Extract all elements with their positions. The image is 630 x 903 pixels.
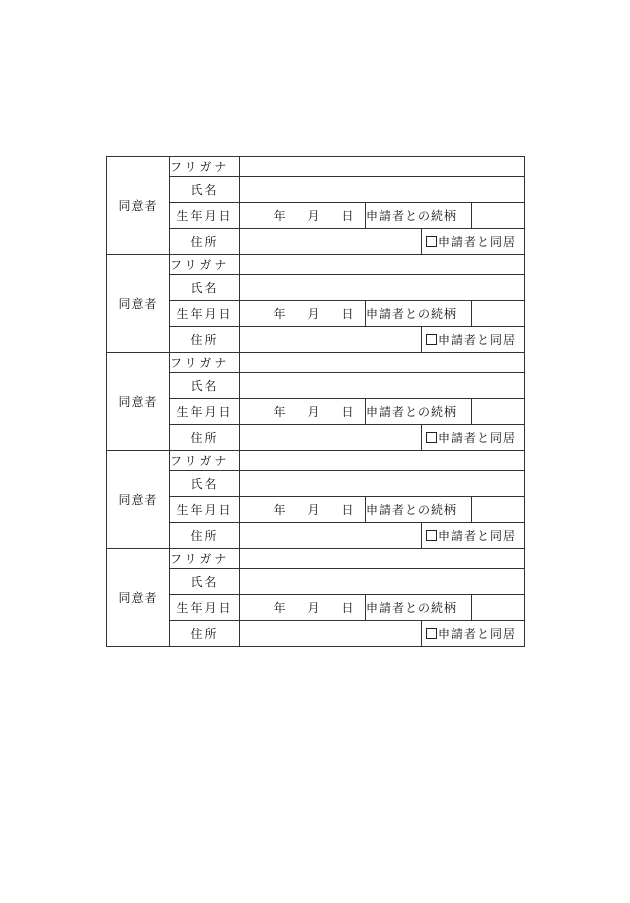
address-field[interactable] xyxy=(240,425,525,451)
consent-form-table xyxy=(106,156,525,647)
cohabit-checkbox[interactable] xyxy=(421,229,524,254)
birth-date-field[interactable] xyxy=(240,399,366,425)
kana-field[interactable] xyxy=(240,549,525,569)
birth-date-field[interactable] xyxy=(240,497,366,523)
year-label: 年 xyxy=(273,601,286,615)
relation-field[interactable] xyxy=(472,301,525,327)
name-row xyxy=(107,569,525,595)
name-row xyxy=(107,177,525,203)
birth-row xyxy=(107,595,525,621)
group-label: 同意者 xyxy=(107,549,170,647)
day-label: 日 xyxy=(341,601,354,615)
address-input-area[interactable] xyxy=(240,621,421,646)
group-label: 同意者 xyxy=(107,157,170,255)
kana-field[interactable] xyxy=(240,255,525,275)
kana-label: フリガナ xyxy=(170,549,240,569)
cohabit-label: 申請者と同居 xyxy=(438,333,517,347)
kana-row xyxy=(107,549,525,569)
address-field[interactable] xyxy=(240,523,525,549)
year-label: 年 xyxy=(273,209,286,223)
month-label: 月 xyxy=(307,601,320,615)
relation-label: 申請者との続柄 xyxy=(366,301,472,327)
day-label: 日 xyxy=(341,503,354,517)
name-field[interactable] xyxy=(240,177,525,203)
name-label: 氏名 xyxy=(170,569,240,595)
kana-field[interactable] xyxy=(240,353,525,373)
address-label: 住所 xyxy=(170,425,240,451)
birth-label: 生年月日 xyxy=(170,301,240,327)
month-label: 月 xyxy=(307,405,320,419)
cohabit-checkbox[interactable] xyxy=(421,523,524,548)
address-field[interactable] xyxy=(240,327,525,353)
cohabit-label: 申請者と同居 xyxy=(438,627,517,641)
address-input-area[interactable] xyxy=(240,523,421,548)
name-row xyxy=(107,373,525,399)
year-label: 年 xyxy=(273,405,286,419)
checkbox-icon[interactable] xyxy=(426,236,437,247)
cohabit-checkbox[interactable] xyxy=(421,621,524,646)
address-input-area[interactable] xyxy=(240,327,421,352)
address-row xyxy=(107,425,525,451)
relation-label: 申請者との続柄 xyxy=(366,399,472,425)
address-input-area[interactable] xyxy=(240,425,421,450)
kana-field[interactable] xyxy=(240,451,525,471)
kana-row xyxy=(107,157,525,177)
name-label: 氏名 xyxy=(170,373,240,399)
checkbox-icon[interactable] xyxy=(426,432,437,443)
address-field[interactable] xyxy=(240,621,525,647)
birth-label: 生年月日 xyxy=(170,203,240,229)
day-label: 日 xyxy=(341,405,354,419)
cohabit-label: 申請者と同居 xyxy=(438,235,517,249)
checkbox-icon[interactable] xyxy=(426,530,437,541)
cohabit-checkbox[interactable] xyxy=(421,425,524,450)
birth-label: 生年月日 xyxy=(170,399,240,425)
year-label: 年 xyxy=(273,307,286,321)
name-row xyxy=(107,275,525,301)
month-label: 月 xyxy=(307,503,320,517)
cohabit-label: 申請者と同居 xyxy=(438,431,517,445)
group-label: 同意者 xyxy=(107,255,170,353)
name-label: 氏名 xyxy=(170,275,240,301)
address-label: 住所 xyxy=(170,523,240,549)
month-label: 月 xyxy=(307,209,320,223)
checkbox-icon[interactable] xyxy=(426,334,437,345)
address-row xyxy=(107,523,525,549)
year-label: 年 xyxy=(273,503,286,517)
birth-row xyxy=(107,203,525,229)
kana-label: フリガナ xyxy=(170,255,240,275)
address-row xyxy=(107,327,525,353)
kana-label: フリガナ xyxy=(170,451,240,471)
birth-date-field[interactable] xyxy=(240,301,366,327)
relation-label: 申請者との続柄 xyxy=(366,497,472,523)
kana-row xyxy=(107,353,525,373)
address-label: 住所 xyxy=(170,621,240,647)
kana-row xyxy=(107,255,525,275)
address-row xyxy=(107,229,525,255)
address-row xyxy=(107,621,525,647)
relation-field[interactable] xyxy=(472,497,525,523)
kana-row xyxy=(107,451,525,471)
month-label: 月 xyxy=(307,307,320,321)
address-label: 住所 xyxy=(170,229,240,255)
address-input-area[interactable] xyxy=(240,229,421,254)
birth-label: 生年月日 xyxy=(170,497,240,523)
name-field[interactable] xyxy=(240,373,525,399)
group-label: 同意者 xyxy=(107,451,170,549)
birth-row xyxy=(107,399,525,425)
day-label: 日 xyxy=(341,209,354,223)
birth-label: 生年月日 xyxy=(170,595,240,621)
relation-field[interactable] xyxy=(472,203,525,229)
birth-row xyxy=(107,301,525,327)
birth-row xyxy=(107,497,525,523)
name-field[interactable] xyxy=(240,569,525,595)
birth-date-field[interactable] xyxy=(240,595,366,621)
day-label: 日 xyxy=(341,307,354,321)
relation-field[interactable] xyxy=(472,399,525,425)
birth-date-field[interactable] xyxy=(240,203,366,229)
cohabit-checkbox[interactable] xyxy=(421,327,524,352)
relation-label: 申請者との続柄 xyxy=(366,203,472,229)
relation-field[interactable] xyxy=(472,595,525,621)
kana-field[interactable] xyxy=(240,157,525,177)
address-field[interactable] xyxy=(240,229,525,255)
address-label: 住所 xyxy=(170,327,240,353)
name-field[interactable] xyxy=(240,275,525,301)
name-label: 氏名 xyxy=(170,177,240,203)
name-label: 氏名 xyxy=(170,471,240,497)
name-field[interactable] xyxy=(240,471,525,497)
checkbox-icon[interactable] xyxy=(426,628,437,639)
kana-label: フリガナ xyxy=(170,157,240,177)
group-label: 同意者 xyxy=(107,353,170,451)
form-body xyxy=(107,157,525,647)
kana-label: フリガナ xyxy=(170,353,240,373)
name-row xyxy=(107,471,525,497)
cohabit-label: 申請者と同居 xyxy=(438,529,517,543)
relation-label: 申請者との続柄 xyxy=(366,595,472,621)
